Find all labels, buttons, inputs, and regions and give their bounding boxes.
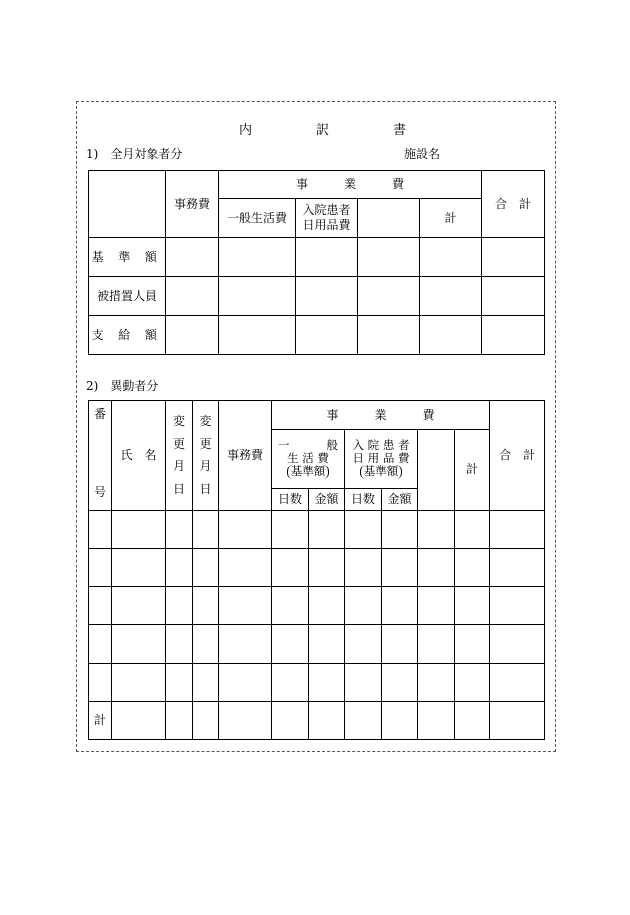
table-cell[interactable]: [166, 701, 193, 739]
table-cell[interactable]: [418, 701, 455, 739]
table-cell[interactable]: [89, 663, 112, 701]
header-jigyouhi: 事 業 費: [272, 401, 490, 430]
table-row: [89, 510, 545, 548]
table-cell[interactable]: [272, 510, 309, 548]
table-cell[interactable]: [455, 510, 490, 548]
table-cell[interactable]: [382, 663, 418, 701]
header-jimuhi: 事務費: [219, 401, 272, 511]
table-cell[interactable]: [166, 663, 193, 701]
total-row: [89, 701, 545, 739]
table-cell[interactable]: [219, 510, 272, 548]
table-cell[interactable]: [490, 663, 545, 701]
table-cell[interactable]: [490, 587, 545, 625]
table-cell[interactable]: [219, 548, 272, 586]
table-cell[interactable]: [272, 587, 309, 625]
table-cell[interactable]: [309, 701, 345, 739]
table-cell[interactable]: [296, 277, 358, 316]
table-row: [89, 625, 545, 663]
table-cell[interactable]: [482, 277, 545, 316]
table-cell[interactable]: [193, 548, 219, 586]
table-cell[interactable]: [418, 663, 455, 701]
table-row: [89, 587, 545, 625]
table-cell[interactable]: [309, 625, 345, 663]
table-cell[interactable]: [112, 701, 166, 739]
table-cell[interactable]: [166, 277, 219, 316]
table-cell[interactable]: [455, 548, 490, 586]
header-goukei: 合 計: [482, 171, 545, 238]
table-cell[interactable]: [166, 548, 193, 586]
table-cell[interactable]: [420, 277, 482, 316]
table-cell[interactable]: [272, 548, 309, 586]
header-shimei: 氏 名: [112, 401, 166, 511]
table-cell[interactable]: [382, 548, 418, 586]
table-cell[interactable]: [382, 587, 418, 625]
table-cell[interactable]: [112, 548, 166, 586]
header-bango: 番 号: [89, 401, 112, 511]
table-cell[interactable]: [490, 510, 545, 548]
table-cell[interactable]: [309, 587, 345, 625]
table-cell[interactable]: [193, 625, 219, 663]
table-cell[interactable]: [482, 238, 545, 277]
facility-name-label: 施設名: [404, 147, 441, 161]
table-cell[interactable]: [89, 548, 112, 586]
table-cell[interactable]: [455, 663, 490, 701]
header-nissuu: 日数: [345, 488, 382, 510]
header-nissuu: 日数: [272, 488, 309, 510]
table-cell[interactable]: [193, 510, 219, 548]
table-cell[interactable]: [309, 548, 345, 586]
table-cell[interactable]: [345, 701, 382, 739]
header-nyuin: 入 院 患 者 日 用 品 費 基準額: [345, 430, 418, 488]
table-cell[interactable]: [309, 663, 345, 701]
table-cell[interactable]: [166, 316, 219, 355]
table-cell[interactable]: [112, 663, 166, 701]
table-cell[interactable]: [89, 510, 112, 548]
header-jimuhi: 事務費: [166, 171, 219, 238]
header-ippan: 一 般 生 活 費 基準額: [272, 430, 345, 488]
table-cell[interactable]: [112, 625, 166, 663]
table-cell[interactable]: [89, 625, 112, 663]
header-kingaku: 金額: [309, 488, 345, 510]
table-cell[interactable]: [219, 238, 296, 277]
table-cell[interactable]: [490, 548, 545, 586]
header-goukei: 合 計: [490, 401, 545, 511]
header-henkou-2: 変 更 月 日: [193, 401, 219, 511]
table-cell[interactable]: [382, 701, 418, 739]
table-cell[interactable]: [193, 663, 219, 701]
table-cell[interactable]: [418, 548, 455, 586]
table-cell[interactable]: [345, 548, 382, 586]
table-cell[interactable]: [358, 316, 420, 355]
table-cell[interactable]: [193, 701, 219, 739]
table-cell[interactable]: [296, 316, 358, 355]
table-cell[interactable]: [112, 510, 166, 548]
table-row: [89, 548, 545, 586]
table-row: [89, 663, 545, 701]
table-cell[interactable]: [166, 238, 219, 277]
table-cell[interactable]: [490, 625, 545, 663]
table-cell[interactable]: [490, 701, 545, 739]
table-cell[interactable]: [166, 587, 193, 625]
corner-cell: [89, 171, 166, 238]
table-cell[interactable]: [418, 587, 455, 625]
table-cell[interactable]: [455, 587, 490, 625]
header-ippan: 一般生活費: [219, 199, 296, 238]
table-cell[interactable]: [272, 625, 309, 663]
table-cell[interactable]: [418, 625, 455, 663]
table-cell[interactable]: [345, 625, 382, 663]
table-cell[interactable]: [420, 238, 482, 277]
table-cell[interactable]: [272, 663, 309, 701]
header-blank: [358, 199, 420, 238]
table-cell[interactable]: [418, 510, 455, 548]
table-cell[interactable]: [358, 277, 420, 316]
table-cell[interactable]: [219, 701, 272, 739]
section1-heading: 1) 全月対象者分: [86, 147, 183, 161]
table-cell[interactable]: [219, 316, 296, 355]
table-cell[interactable]: [112, 587, 166, 625]
table-cell[interactable]: [219, 277, 296, 316]
table-cell[interactable]: [455, 625, 490, 663]
document-title: 内 訳 書: [239, 123, 407, 138]
row-label-hisochi: 被措置人員: [89, 277, 166, 316]
table-cell[interactable]: [420, 316, 482, 355]
table-cell[interactable]: [166, 625, 193, 663]
table-cell[interactable]: [382, 510, 418, 548]
header-nyuin: 入院患者 日用品費: [296, 199, 358, 238]
section2-heading: 2) 異動者分: [86, 379, 159, 393]
header-kingaku: 金額: [382, 488, 418, 510]
table-cell[interactable]: [309, 510, 345, 548]
table-cell[interactable]: [382, 625, 418, 663]
header-henkou-1: 変 更 月 日: [166, 401, 193, 511]
table-cell[interactable]: [482, 316, 545, 355]
header-jigyouhi: 事 業 費: [219, 171, 482, 199]
table-cell[interactable]: [455, 701, 490, 739]
total-label: 計: [89, 701, 112, 739]
table-cell[interactable]: [193, 587, 219, 625]
table-cell[interactable]: [89, 587, 112, 625]
table-cell[interactable]: [219, 587, 272, 625]
row-label-shikyuu: 支 給 額: [89, 316, 166, 355]
table-cell[interactable]: [219, 663, 272, 701]
header-kei: 計: [455, 430, 490, 510]
table-cell[interactable]: [166, 510, 193, 548]
row-label-kijungaku: 基 準 額: [89, 238, 166, 277]
full-month-table: [88, 170, 545, 355]
header-blank: [418, 430, 455, 510]
table-cell[interactable]: [219, 625, 272, 663]
table-cell[interactable]: [296, 238, 358, 277]
table-cell[interactable]: [358, 238, 420, 277]
table-cell[interactable]: [345, 510, 382, 548]
table-cell[interactable]: [345, 663, 382, 701]
transfer-table: [88, 400, 545, 740]
table-cell[interactable]: [345, 587, 382, 625]
table-cell[interactable]: [272, 701, 309, 739]
header-kei: 計: [420, 199, 482, 238]
